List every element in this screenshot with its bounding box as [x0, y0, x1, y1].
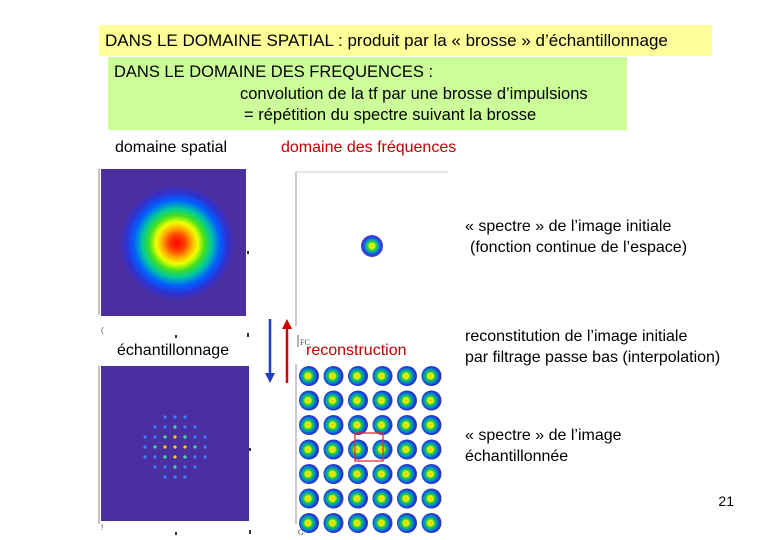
spectrum-replica	[373, 489, 393, 509]
sample-dot	[193, 435, 196, 438]
g-mark: G	[298, 528, 304, 537]
svg-text:(: (	[101, 326, 104, 335]
sample-dot	[143, 435, 146, 438]
sample-dot	[173, 445, 176, 448]
frequency-domain-label: domaine des fréquences	[281, 139, 457, 156]
sample-dot	[183, 455, 186, 458]
sample-dot	[173, 465, 176, 468]
spectrum-replica	[373, 366, 393, 386]
spectrum-replica	[348, 464, 368, 484]
sample-dot	[183, 415, 186, 418]
sample-dot	[153, 455, 156, 458]
reconstitution-note-line-2: par filtrage passe bas (interpolation)	[465, 349, 721, 366]
spectrum-replica	[397, 489, 417, 509]
spectrum-replica	[324, 513, 344, 533]
initial-spectrum-note	[465, 216, 687, 258]
sampling-label: échantillonnage	[117, 342, 230, 359]
spectrum-replica	[397, 513, 417, 533]
sample-dot	[173, 415, 176, 418]
sample-dot	[163, 465, 166, 468]
reconstruction-label: reconstruction	[306, 342, 407, 359]
reconstitution-note	[465, 326, 720, 368]
reconstitution-note-line-1: reconstitution de l’image initiale	[465, 328, 688, 345]
spectrum-replica	[422, 415, 442, 435]
sample-dot	[143, 455, 146, 458]
gaussian-blob	[119, 185, 235, 301]
sample-dot	[153, 445, 156, 448]
spectrum-replica	[348, 415, 368, 435]
sample-dot	[173, 455, 176, 458]
spectrum-replica	[373, 513, 393, 533]
frequency-banner-line-2: convolution de la tf par une brosse d’impulsions	[240, 84, 588, 103]
initial-spectrum-panel	[290, 168, 450, 328]
spectrum-replica	[299, 440, 319, 460]
sampled-image-background	[101, 366, 249, 521]
down-arrow-icon	[265, 373, 275, 383]
sample-dot	[163, 445, 166, 448]
spectrum-replica	[324, 366, 344, 386]
spectrum-replica	[324, 440, 344, 460]
up-arrow-icon	[282, 319, 292, 329]
spatial-domain-label: domaine spatial	[115, 139, 228, 156]
sample-dot	[193, 455, 196, 458]
spectrum-replica	[299, 415, 319, 435]
spectrum-replica	[373, 391, 393, 411]
spectrum-replica	[324, 489, 344, 509]
sample-dot	[173, 425, 176, 428]
sample-dot	[183, 435, 186, 438]
sampled-image-panel	[97, 362, 255, 540]
sampled-spectrum-note-line-2: échantillonnée	[465, 448, 569, 465]
spectrum-replica	[299, 391, 319, 411]
sample-dot	[173, 475, 176, 478]
frequency-domain-banner	[108, 57, 627, 130]
frequency-banner-line-3: = répétition du spectre suivant la brosse	[244, 106, 537, 124]
sample-dot	[203, 455, 206, 458]
sample-dot	[193, 465, 196, 468]
sampled-spectrum-panel	[290, 360, 450, 540]
spectrum-replica	[348, 366, 368, 386]
spectrum-replica	[299, 464, 319, 484]
initial-spectrum-note-line-2: (fonction continue de l’espace)	[470, 239, 688, 256]
continuous-image-panel	[97, 165, 252, 345]
frequency-banner-line-1: DANS LE DOMAINE DES FREQUENCES :	[114, 63, 434, 81]
spectrum-replica	[299, 489, 319, 509]
initial-spectrum-note-line-1: « spectre » de l’image initiale	[465, 218, 672, 235]
spectrum-replica	[397, 366, 417, 386]
sample-dot	[183, 425, 186, 428]
sample-dot	[203, 445, 206, 448]
spectrum-replica	[422, 366, 442, 386]
spectrum-replica	[299, 366, 319, 386]
spectrum-replica	[422, 391, 442, 411]
sample-dot	[143, 445, 146, 448]
sample-dot	[193, 425, 196, 428]
sample-dot	[163, 435, 166, 438]
spectrum-replica	[422, 464, 442, 484]
spectrum-replica	[348, 440, 368, 460]
sample-dot	[193, 445, 196, 448]
spectrum-replica	[397, 440, 417, 460]
sample-dot	[183, 445, 186, 448]
spatial-domain-banner: DANS LE DOMAINE SPATIAL : produit par la « brosse » d’échantillonnage	[99, 25, 712, 56]
spectrum-replica	[397, 415, 417, 435]
sample-dot	[153, 465, 156, 468]
spectrum-replica	[422, 489, 442, 509]
sample-dot	[183, 465, 186, 468]
spectrum-replica	[348, 489, 368, 509]
sampled-spectrum-note-line-1: « spectre » de l’image	[465, 427, 622, 444]
spectrum-replica	[373, 464, 393, 484]
sampling-reconstruction-arrows	[260, 315, 300, 387]
spectrum-replica	[422, 440, 442, 460]
sample-dot	[203, 435, 206, 438]
sample-dot	[183, 475, 186, 478]
spectrum-replica	[422, 513, 442, 533]
page-number: 21	[718, 493, 734, 509]
spectrum-replica	[324, 464, 344, 484]
spectrum-replica	[324, 415, 344, 435]
sample-dot	[163, 425, 166, 428]
sample-dot	[163, 455, 166, 458]
initial-spectrum-spot	[361, 235, 383, 257]
sample-dot	[153, 435, 156, 438]
sampled-spectrum-note	[465, 425, 622, 467]
spectrum-replica	[348, 391, 368, 411]
sample-dot	[163, 475, 166, 478]
spectrum-replica	[324, 391, 344, 411]
sample-dot	[173, 435, 176, 438]
spectrum-replica	[373, 415, 393, 435]
sample-dot	[163, 415, 166, 418]
spectrum-replica	[397, 391, 417, 411]
fc-mark: FC	[300, 338, 310, 347]
svg-text:!: !	[101, 523, 104, 532]
spectrum-replica	[397, 464, 417, 484]
sample-dot	[153, 425, 156, 428]
spectrum-replica	[348, 513, 368, 533]
